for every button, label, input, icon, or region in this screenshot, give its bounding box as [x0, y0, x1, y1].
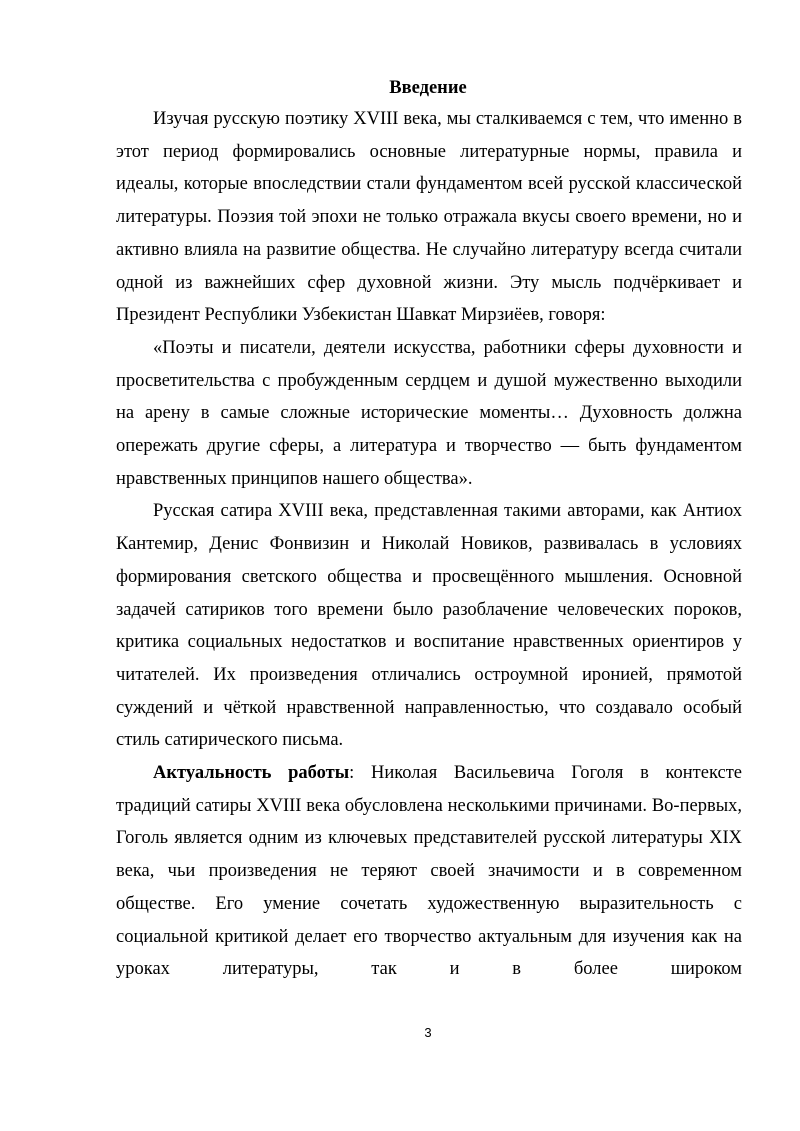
relevance-label: Актуальность работы	[153, 763, 350, 784]
relevance-text: Николая Васильевича Гоголя в контексте традиций сатиры XVIII века обусловлена несколькими причинами. Во-первых, Гоголь является одним из ключевых представителей русской литературы XIX века, чьи произведения не теряют своей значимости и в современном обществе. Его умение сочетать художественную выразительность с социальной критикой делает его творчество актуальным для изучения как на уроках литературы, так и в более широком	[116, 763, 742, 980]
intro-paragraph: Изучая русскую поэтику XVIII века, мы сталкиваемся с тем, что именно в этот период формировались основные литературные нормы, правила и идеалы, которые впоследствии стали фундаментом всей русской классической литературы. Поэзия той эпохи не только отражала вкусы своего времени, но и активно влияла на развитие общества. Не случайно литературу всегда считали одной из важнейших сфер духовной жизни. Эту мысль подчёркивает и Президент Республики Узбекистан Шавкат Мирзиёев, говоря:	[116, 109, 742, 326]
relevance-colon: :	[349, 763, 355, 784]
body-text	[116, 103, 742, 986]
satire-paragraph: Русская сатира XVIII века, представленная такими авторами, как Антиох Кантемир, Денис Фонвизин и Николай Новиков, развивалась в условиях формирования светского общества и просвещённого мышления. Основной задачей сатириков того времени было разоблачение человеческих пороков, критика социальных недостатков и воспитание нравственных ориентиров у читателей. Их произведения отличались остроумной иронией, прямотой суждений и чёткой нравственной направленностью, что создавало особый стиль сатирического письма.	[116, 501, 742, 751]
relevance-paragraph	[116, 757, 742, 986]
quote-paragraph: «Поэты и писатели, деятели искусства, работники сферы духовности и просветительства с пробужденным сердцем и душой мужественно выходили на арену в самые сложные исторические моменты… Духовность должна опережать другие сферы, а литература и творчество — быть фундаментом нравственных принципов нашего общества».	[116, 337, 742, 489]
page-number: 3	[424, 1025, 432, 1040]
section-title: Введение	[389, 78, 467, 98]
